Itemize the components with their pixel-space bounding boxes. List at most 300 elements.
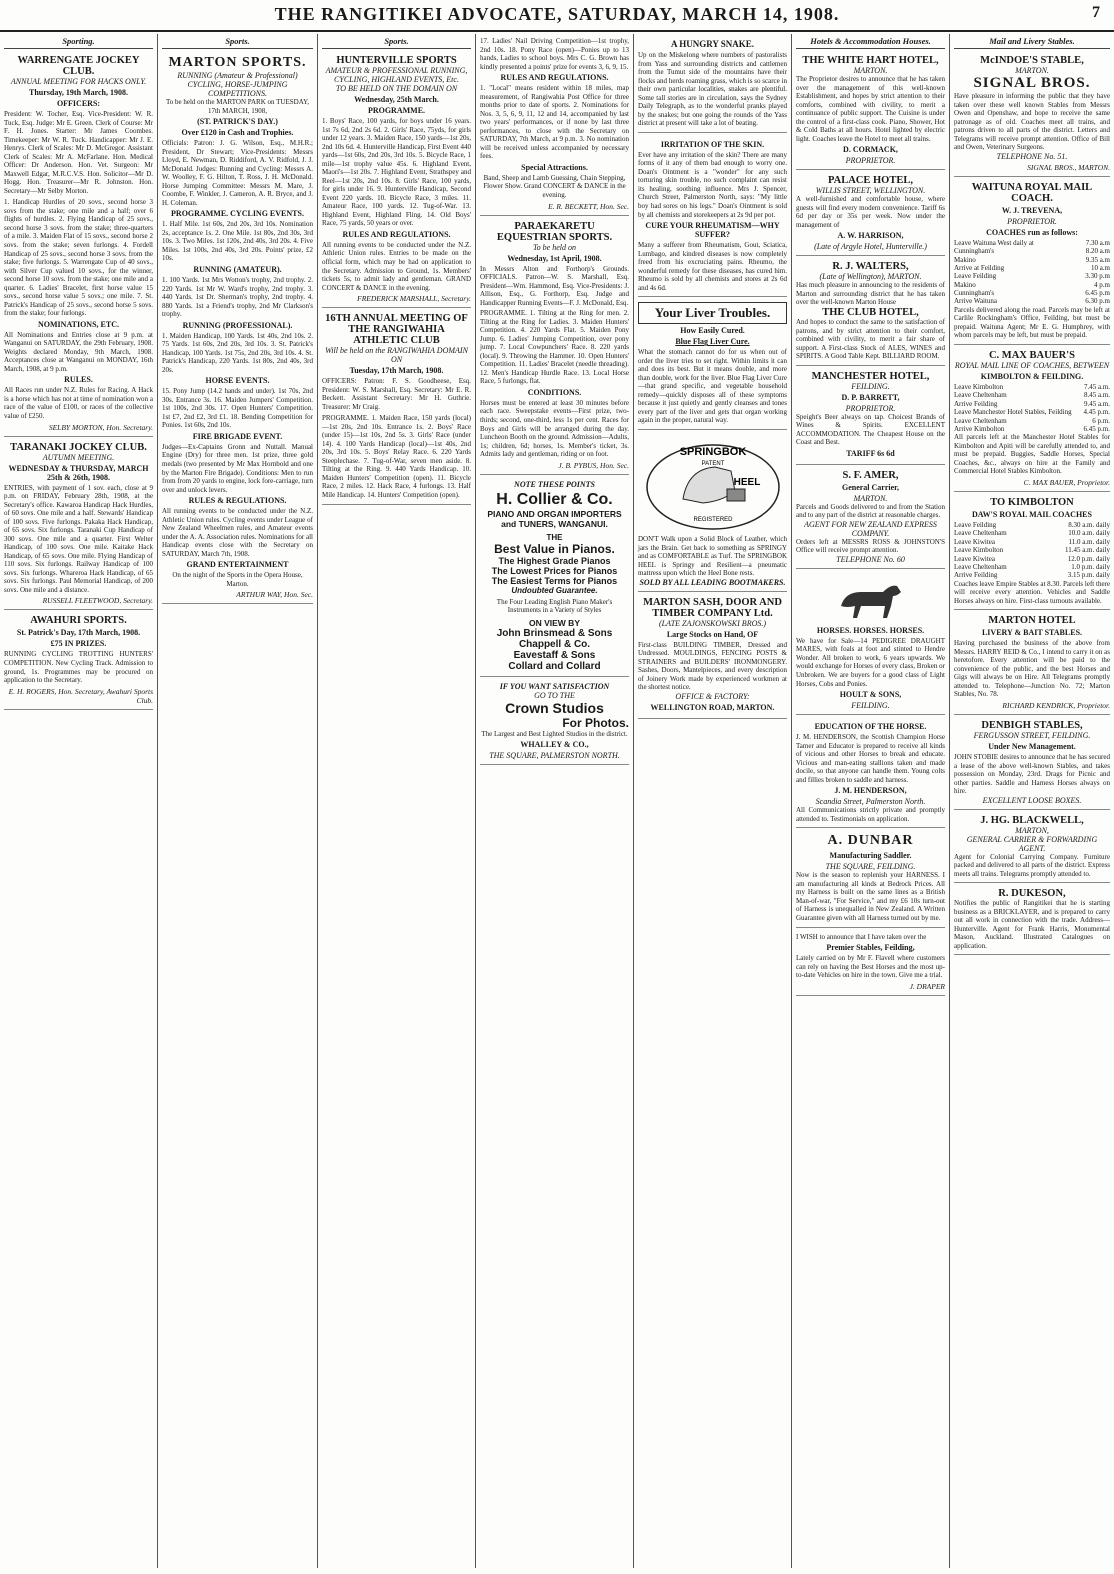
timetable-row — [954, 425, 1110, 433]
conditions-text: Horses must be entered at least 30 minutes before each race. Sweepstake events—First prize, two-thirds; second, one-third, less 1s per cent. Races for Boys and Girls will be arranged during the day. Luncheon Booth on the ground. Admission—Adults, 1s; children, 6d; horses, 1s. Member's ticket, 3s. Admits lady and gentleman, riding or on foot. — [480, 398, 629, 459]
rules-text: All running events to be conducted under the N.Z. Athletic Union rules. Cycling events under League of New Zealand Wheelmen rules, and Amateur events under the A. A. Association rules. Nominations for all Handicap events close with the Secretary on SATURDAY, March 7th, 1908. — [162, 507, 313, 558]
registered-label: REGISTERED — [692, 517, 733, 523]
ad-title: TARANAKI JOCKEY CLUB. — [10, 441, 147, 453]
place: Leave Cheltenham — [954, 391, 1007, 400]
column-3 — [318, 34, 476, 1568]
rules-text: All running events to be conducted under the N.Z. Athletic Union rules. Entries to be made on the official form, which may be had on application to the Secretary. Admission to Ground, 1s. Members' tickets 5s, to admit lady and gentleman. GRAND CONCERT & DANCE in the evening. — [322, 240, 471, 292]
ad-intro: To be held on the MARTON PARK on TUESDAY, 17th MARCH, 1908, — [165, 98, 310, 115]
advertiser: J. M. HENDERSON, — [834, 786, 907, 796]
ad-town: FEILDING. — [851, 701, 890, 711]
timetable-row — [954, 247, 1110, 255]
whalley-address: THE SQUARE, PALMERSTON NORTH. — [489, 751, 620, 761]
fire-heading: FIRE BRIGADE EVENT. — [192, 431, 283, 441]
ad-title: R. DUKESON, — [998, 888, 1066, 900]
hunterville-ad — [322, 52, 471, 308]
signature: SELBY MORTON, Hon. Secretary. — [48, 422, 153, 432]
ad-body: DON'T Walk upon a Solid Block of Leather, which jars the Brain. Get back to something as SPRINGY and as COMFORTABLE as Turf. The SPRINGBOK HEEL is Springy and Resilient—a pneumatic mattress upon which the Heel Bone rests. — [638, 535, 787, 578]
officials-text: In Messrs Alton and Forthorp's Grounds. OFFICIALS. Patron—W. S. Marshall, Esq. President—Wm. Hammond, Esq. Vice-Presidents: J. Allison, Esq., G. Forthorp, Esq. Judge and Handicapper Running Events—F. J. McDonald, Esq. — [480, 264, 629, 307]
ad-body: Lately carried on by Mr F. Flavell where customers can rely on having the Best Horses and the most up-to-date Vehicles on hire in the town. Give me a trial. — [796, 954, 945, 980]
grand-text: On the night of the Sports in the Opera House, Marton. — [172, 571, 303, 588]
ad-body: Parcels delivered along the road. Parcels may be left at Carlile Rockingham's Office, Feilding, but must be prepaid. Waituna Agent; Mr E. G. Humphrey, with whom parcels may be left, but must be prepaid. — [954, 305, 1110, 340]
ad-body: Ever have any irritation of the skin? There are many forms of it any of them bad enough to worry one. Doan's Ointment is a "wonder" for any such torturing skin trouble, no such complaint can resist its healing, soothing influence. Mrs J. Spencer, Church Street, Palmerston North, says: "My little boy had sores on his legs." Doan's Ointment is sold by all chemists and storekeepers at 2s 9d per pot. — [638, 150, 787, 219]
timetable-row — [954, 521, 1110, 529]
ad-body: ENTRIES, with payment of 1 sov. each, close at 9 p.m. on FRIDAY, February 28th, 1908, at the Secretary's office. Kawaroa Handicap Hack Hurdles, of 60 sovs. One mile and a half. Stewards' Handicap of 100 sovs. Five furlongs. Pakaka Hack Handicap, of 65 sovs. Six furlongs. Taranaki Cup Handicap of 300 sovs. One mile and a quarter. First Welter Handicap, of 100 sovs. One mile. Kaitake Hack Handicap, of 65 sovs. One mile. Flying Handicap of 110 sovs. Six furlongs. Railway Handicap of 100 sovs. Six furlongs. Whareroa Hack Handicap, of 65 sovs. Six furlongs. Paul Memorial Handicap, of 200 sovs. One mile and a distance. — [4, 483, 153, 594]
columns — [0, 34, 1114, 1568]
maker: Chappell & Co. — [518, 638, 591, 650]
ad-body: RUNNING CYCLING TROTTING HUNTERS' COMPETITION. New Cycling Track. Admission to ground, 1s. Programmes may be procured on application to the Secretary. — [4, 650, 153, 685]
ad-title: J. HG. BLACKWELL, — [980, 814, 1084, 826]
ad-body: J. M. HENDERSON, the Scottish Champion Horse Tamer and Educator is prepared to receive all kinds of vicious and other Horses to break and educate. Vicious and man-eating stallions taken and made docile, so that anyone can handle them. Young colts and fillies broken to saddle and harness. — [796, 733, 945, 784]
ad-town: MARTON. — [1015, 66, 1049, 75]
paraekaretu-ad — [480, 218, 629, 475]
ad-title: 16TH ANNUAL MEETING OF THE RANGIWAHIA ATHLETIC CLUB — [325, 313, 468, 347]
dunbar-ad — [796, 830, 945, 927]
place: Makino — [954, 280, 976, 289]
daw-ad — [954, 494, 1110, 610]
ad-subtitle: PIANO AND ORGAN IMPORTERS and TUNERS, WANGANUI. — [487, 508, 622, 529]
ad-address: WILLIS STREET, WELLINGTON. — [815, 186, 926, 196]
programme-heading: PROGRAMME. CYCLING EVENTS. — [171, 209, 304, 219]
place: Leave Kimbolton — [954, 546, 1004, 555]
proprietor-role: PROPRIETOR. — [845, 156, 896, 166]
liver-cure: Blue Flag Liver Cure. — [675, 337, 750, 347]
rheum-heading: CURE YOUR RHEUMATISM—WHY SUFFER? — [645, 221, 780, 240]
timetable-row — [954, 563, 1110, 571]
masthead — [0, 0, 1114, 32]
running-heading: RUNNING (AMATEUR). — [193, 264, 282, 274]
time: 7.30 a.m — [1085, 238, 1110, 247]
blackwell-ad — [954, 812, 1110, 884]
ad-town: MARTON, — [1015, 825, 1049, 835]
note-heading: NOTE THESE POINTS — [514, 479, 595, 489]
timetable-row — [954, 289, 1110, 297]
proprietor-role: PROPRIETOR. — [1007, 216, 1057, 226]
place: Makino — [954, 255, 976, 264]
place: Leave Feilding — [954, 520, 997, 529]
ad-body: And hopes to conduct the same to the satisfaction of patrons, and by strict attention to their comfort, combined with civility, to merit a fair share of support. A First-class Stock of ALES, WINES and SPIRITS. A Good Table Kept. BILLIARD ROOM. — [796, 317, 945, 361]
place: Cunningham's — [954, 247, 995, 256]
ad-title: AWAHURI SPORTS. — [30, 615, 127, 627]
ad-body: First-class BUILDING TIMBER, Dressed and Undressed. MOULDINGS, FENCING POSTS & STRAINERS and BUILDERS' IRONMONGERY. Sashes, Doors, Mantelpieces, and every description of Joinery Work made by experienced workmen at the shortest notice. — [638, 640, 787, 692]
fire-text: Judges—Ex-Captains Gronn and Nuttall. Manual Engine (Dry) for three men. 1st prize, three gold medals (two presented by Mr Max Hornbold and one by the Marton Fire Brigade). Conditions: Men to run from from 20 yards to engine, lock fore-carriage, turn over and unlock levers. — [162, 442, 313, 494]
rules-heading: RULES AND REGULATIONS. — [342, 229, 451, 239]
timetable-row — [954, 571, 1110, 579]
place: Leave Kimbolton — [954, 382, 1004, 391]
time: 7.45 a.m. — [1083, 382, 1110, 391]
time: 12.0 p.m. daily — [1067, 554, 1110, 563]
ad-date: Wednesday, 25th March. — [354, 95, 439, 104]
time: 8.20 a.m — [1085, 247, 1110, 256]
place: Arrive Feilding — [954, 571, 998, 580]
timetable-row — [954, 546, 1110, 554]
ad-date: Wednesday, 1st April, 1908. — [507, 253, 602, 263]
timetable-row — [954, 408, 1110, 416]
famer-ad — [796, 467, 945, 569]
horses-ad — [796, 571, 945, 715]
rangiwahia-ad — [322, 310, 471, 504]
timetable-row — [954, 538, 1110, 546]
manager-late: (Late of Argyle Hotel, Hunterville.) — [814, 242, 927, 252]
telephone: TELEPHONE No. 51. — [996, 151, 1068, 161]
rules-heading: RULES. — [64, 375, 93, 385]
ad-intro: IF YOU WANT SATISFACTION — [499, 681, 610, 691]
waituna-ad — [954, 179, 1110, 345]
signature: E. R. BECKETT, Hon. Sec. — [548, 201, 629, 211]
ad-body: What the stomach cannot do for us when out of order the liver tries to set right. Within limits it can and does its best. But it means double, and more than double, work for the liver. Blue Flag Liver Cure—that grand specific, and vegetable household remedy—quickly disposes all of these symptoms because it just quietly and gently cleanses and tones every part of the liver and gets that organ working again in the proper, natural way. — [638, 348, 787, 425]
ad-title: TO KIMBOLTON — [990, 496, 1074, 508]
ad-title: H. Collier & Co. — [496, 490, 613, 508]
springbok-ad — [638, 432, 787, 592]
rules-text: All Races run under N.Z. Rules for Racing. A Hack is a horse which has not at time of nomination won a race of the value of £100, or races of the collective value of £250. — [4, 386, 153, 420]
timetable-row — [954, 529, 1110, 537]
ad-title: THE CLUB HOTEL, — [822, 306, 919, 318]
ad-title: HUNTERVILLE SPORTS — [336, 55, 457, 66]
ad-subtitle: RUNNING (Amateur & Professional) CYCLING, HORSE-JUMPING COMPETITIONS. — [177, 71, 298, 98]
ad-date: St. Patrick's Day, 17th March, 1908. — [16, 628, 141, 638]
ad-title: MARTON SASH, DOOR AND TIMBER COMPANY Ltd. — [643, 596, 782, 619]
time: 6.45 p.m. — [1083, 424, 1110, 433]
snake-article — [638, 34, 787, 133]
time: 11.45 a.m. daily — [1064, 546, 1110, 555]
place: Leave Waituna West daily at — [954, 238, 1034, 247]
officers-heading: OFFICERS: — [56, 99, 101, 108]
time: 6.30 p.m — [1085, 297, 1110, 306]
signature: FREDERICK MARSHALL, Secretary. — [357, 294, 471, 304]
ad-prize: Over £120 in Cash and Trophies. — [181, 128, 294, 138]
manager: A. W. HARRISON, — [837, 231, 904, 241]
ad-title: HORSES. HORSES. HORSES. — [816, 625, 925, 635]
liver-cured: How Easily Cured. — [680, 326, 745, 336]
signature: RUSSELL FLEETWOOD, Secretary. — [42, 596, 153, 606]
ladies-text: 17. Ladies' Nail Driving Competition—1st trophy, 2nd 10s. 18. Pony Race (open)—Ponies up to 13 hands, Ladies to school boys. Mrs C. G. Brown has kindly presented a points' prize for events 3, 6, 9, 15. — [480, 37, 629, 71]
coaches-heading: COACHES run as follows: — [986, 227, 1078, 237]
for-photos: For Photos. — [562, 715, 629, 730]
ad-intro: Has much pleasure in announcing to the residents of Marton and surrounding district that he has taken over the well-known Marton House — [796, 281, 945, 307]
signature: J. B. PYBUS, Hon. Sec. — [558, 460, 629, 470]
proprietor-role: PROPRIETOR. — [845, 403, 896, 413]
ad-body: A well-furnished and comfortable house, where guests will find every modern convenience. Tariff 6s 6d per day or 35s per week. Now under the management of — [796, 195, 945, 229]
timetable-row — [954, 264, 1110, 272]
maker: Eavestaff & Sons — [513, 649, 596, 661]
programme-heading: PROGRAMME. — [367, 106, 426, 115]
ad-town: FEILDING. — [851, 381, 890, 391]
marton-hotel-ad — [954, 612, 1110, 715]
time: 3.30 p.m — [1085, 272, 1110, 281]
rules-heading: RULES & REGULATIONS. — [188, 496, 287, 506]
tariff: TARIFF 6s 6d — [846, 448, 895, 458]
ad-subtitle: LIVERY & BAIT STABLES. — [981, 628, 1083, 638]
telephone: TELEPHONE No. 60 — [836, 554, 905, 564]
time: 9.35 a.m — [1085, 255, 1110, 264]
signature: C. MAX BAUER, Proprietor. — [1023, 477, 1110, 487]
ad-title: Your Liver Troubles. — [638, 302, 787, 324]
signature: ARTHUR WAY, Hon. Sec. — [236, 590, 313, 600]
ad-address: THE SQUARE, FEILDING. — [825, 862, 916, 872]
whalley: WHALLEY & CO., — [520, 740, 589, 750]
horse-illustration — [831, 578, 911, 622]
time: 8.30 a.m. daily — [1068, 520, 1110, 529]
newspaper-title: THE RANGITIKEI ADVOCATE, SATURDAY, MARCH 14, 1908. — [274, 4, 840, 24]
ad-role: Manufacturing Saddler. — [829, 851, 912, 861]
pro-text: 1. Maiden Handicap, 100 Yards. 1st 40s, 2nd 10s. 2. 75 Yards. 1st 60s, 2nd 20s, 3rd 10s. 3. St. Patrick's Handicap, 100 Yards. 1st 75s, 2nd 20s, 3rd 10s. 4. St. Patrick's Handicap, 220 Yards. 1st 80s, 2nd 40s, 3rd 20s. — [162, 331, 313, 374]
grand-heading: GRAND ENTERTAINMENT — [186, 560, 289, 570]
ad-body: Now is the season to replenish your HARNESS. I am manufacturing all kinds at Bedrock Prices. All my Harness is built on the same lines as a British Man-of-war, "For Service," and my £6 10s turn-out of Harness is unequalled in New Zealand. A Written Guarantee given with all Harness turned out by me. — [796, 871, 945, 922]
page-number: 7 — [1092, 4, 1100, 21]
programme-text: 1. Boys' Race, 100 yards, for boys under 16 years. 1st 7s 6d, 2nd 2s 6d. 2. Girls' Race, 75yds, for girls under 12 years. 3. Maiden Race, 150 yards—1st 20s, 2nd 10s 6d. 4. Hunterville Handicap, First Event 440 yards—1st 60s, 2nd 20s, 3rd 10s. 5. Bicycle Race, 1 mile—1st trophy value 45s. 6. Highland Event, Maori's—1st 20s. 7. Highland Event, Strathspey and Reel—1st 20s, 2nd 10s. 8. Girls' Race, 100 yards, for girls under 16. 9. Hunterville Handicap, Second Event 220 yards. 10. Bicycle Race, 3 miles. 11. Amateur Race, 100 yards. 12. Tug-of-War. 13. Highland Event, Highland Fling. 14. Old Boys' Race, 75 yards, 50 years or over. — [322, 117, 471, 228]
special-text: Band, Sheep and Lamb Guessing, Chain Stepping, Flower Show. Grand CONCERT & DANCE in the evening. — [483, 173, 626, 199]
signature: J. DRAPER — [909, 981, 945, 991]
sash-late: (LATE ZAJONSKOWSKI BROS.) — [658, 618, 767, 628]
races-text: 1. Handicap Hurdles of 20 sovs., second horse 3 sovs from the stake; one mile and a half; over 6 flights of hurdles. 2. Flying Handicap of 25 sovs., second horse 3 sovs. from the stake; three-quarters of a mile. 3. Maiden Flat of 15 sovs., second horse 2 sovs. from the stake; seven furlongs. 4. Fordell Handicap of 25 sovs., second horse 3 sovs. from the stake; five furlongs. 5. Warrengate Cup of 40 sovs., with Silver Cup valued 10 sovs., for the winner, second horse 10 sovs. from the stake; one mile and a quarter. 6. Ladies' Bracelet, first horse value 15 sovs., second horse value 5 sovs.; one mile. 7. St. Patrick's Handicap of 25 sovs., second horse 5 sovs. from the stake; four furlongs. — [4, 198, 153, 318]
ad-title: Premier Stables, Feilding, — [826, 943, 915, 953]
orders: Orders left at MESSRS ROSS & JOHNSTON'S Office will receive prompt attention. — [796, 537, 945, 555]
ad-title: PALACE HOTEL, — [828, 175, 913, 187]
guarantee: Undoubted Guarantee. — [511, 585, 598, 595]
place: Leave Kiwitea — [954, 554, 996, 563]
agent: AGENT FOR NEW ZEALAND EXPRESS COMPANY. — [804, 519, 937, 538]
premier-stables-ad — [796, 930, 945, 996]
timetable-row — [954, 256, 1110, 264]
place: Leave Cheltenham — [954, 562, 1007, 571]
timetable-row — [954, 391, 1110, 399]
section-heading: Hotels & Accommodation Houses. — [796, 34, 945, 49]
proprietor: W. J. TREVENA, — [1001, 205, 1063, 215]
place: Leave Manchester Hotel Stables, Feilding — [954, 408, 1072, 417]
proprietor: D. CORMACK, — [843, 145, 898, 155]
daw-timetable — [954, 521, 1110, 580]
section-heading: Sports. — [162, 34, 313, 49]
place: Leave Cheltenham — [954, 529, 1007, 538]
ad-subtitle: DAW'S ROYAL MAIL COACHES — [972, 509, 1092, 519]
bauer-ad — [954, 347, 1110, 492]
column-1 — [0, 34, 158, 1568]
column-6 — [792, 34, 950, 1568]
place: Arrive Feilding — [954, 399, 998, 408]
ad-title: Crown Studios — [505, 699, 604, 716]
ad-title: C. MAX BAUER'S — [988, 349, 1076, 361]
ad-title: MARTON HOTEL — [988, 615, 1076, 627]
highest-grade: The Highest Grade Pianos — [498, 555, 611, 566]
article-body: Up on the Miskelong where numbers of pastoralists from Yass and surrounding districts and cattlemen from the Tumut side of the mountains have their flocks and herds roaming grass, which is so scarce in their own particular localities, snakes are plentiful. Some tall stories are in circulation, says the Sydney Daily Telegraph, as to the wonderful pranks played by the snakes; but one going the rounds of the Yass district at present will take a lot of beating. — [638, 51, 787, 128]
ad-body: JOHN STOBIE desires to announce that he has secured a lease of the above well-known Stables, and takes possession on Monday, 23rd. Drags for Picnic and other parties. Saddle and Harness Horses always on hire. — [954, 753, 1110, 796]
ad-body: Parcels and Goods delivered to and from the Station and to any part of the district at reasonable charges. — [796, 502, 945, 520]
rangiwahia-continued — [480, 34, 629, 216]
timetable-row — [954, 555, 1110, 563]
rules-heading: RULES AND REGULATIONS. — [500, 73, 609, 83]
place: Leave Kiwitea — [954, 537, 996, 546]
maker: Collard and Collard — [508, 660, 601, 672]
conditions-heading: CONDITIONS. — [527, 387, 582, 397]
awahuri-ad — [4, 612, 153, 709]
ad-title: WAITUNA ROYAL MAIL COACH. — [971, 181, 1093, 204]
ad-held: TO BE HELD ON THE DOMAIN ON — [335, 84, 458, 93]
timetable-row — [954, 400, 1110, 408]
time: 8.45 a.m. — [1083, 391, 1110, 400]
officers-text: President: W. Tocher, Esq. Vice-President: W. R. Tuck, Esq. Judge: Mr E. Green. Clerk of Course: Mr F. H. Jones. Starter: Mr James Coombes. Timekeeper: Mr W. R. Tuck. Handicapper: Mr J. E. Henrys. Clerk of Scales: Mr D. McGregor. Assistant Clerk of Scales: Mr A. McFarlane. Hon. Medical Officer: Dr Anderson. Hon. Vet. Surgeon: Mr Maxwell Edgar, M.R.C.V.S. Hon. Solicitor—Mr D. Hogg. Hon. Treasurer—Mr R. Johnston. Hon. Secretary—Mr Selby Morton. — [4, 110, 153, 195]
nominations-heading: NOMINATIONS, ETC. — [38, 319, 119, 329]
taranaki-ad — [4, 439, 153, 611]
time: 4.45 p.m. — [1083, 408, 1110, 417]
ad-title: A. DUNBAR — [827, 833, 914, 849]
four-leading: The Four Leading English Piano Maker's Instruments in a Variety of Styles — [496, 597, 613, 615]
section-heading: Mail and Livery Stables. — [954, 34, 1110, 49]
time: 9.45 a.m. — [1083, 399, 1110, 408]
ad-subtitle: ANNUAL MEETING FOR HACKS ONLY. — [10, 77, 147, 86]
ad-address: Scandia Street, Palmerston North. — [815, 797, 926, 807]
time: 6.45 p.m — [1085, 289, 1110, 298]
sash-stocks: Large Stocks on Hand, OF — [666, 629, 759, 639]
heel-label: HEEL — [733, 477, 760, 488]
timetable-row — [954, 272, 1110, 280]
timetable-row — [954, 297, 1110, 305]
place: Arrive at Feilding — [954, 263, 1005, 272]
ad-title: MARTON SPORTS. — [168, 55, 307, 70]
sash-address: WELLINGTON ROAD, MARTON. — [650, 702, 775, 712]
ad-body: Notifies the public of Rangitikei that he is starting business as a BRICKLAYER, and is prepared to carry out all work in connection with the trade. Address—Hunterville. Agent for Frank Harris, Monumental Mason, Auckland. Illustrated Catalogues on application. — [954, 899, 1110, 950]
ad-body: The Proprietor desires to announce that he has taken over the management of this well-known Establishment, and hopes by strict attention to their comforts, combined with civility, to merit a continuance of public support. The Cuisine is under the control of a first-class cook. Piano, Shower, Hot & Cold Baths at all hours. Hotel lighted by electric light. Coaches leave the Hotel to meet all trains. — [796, 75, 945, 143]
place: Arrive Waituna — [954, 297, 998, 306]
timetable-row — [954, 417, 1110, 425]
waituna-timetable — [954, 239, 1110, 306]
ad-date: Tuesday, 17th March, 1908. — [349, 366, 444, 376]
denbigh-ad — [954, 717, 1110, 810]
programme-text: PROGRAMME. 1. Tilting at the Ring for men. 2. Tilting at the Ring for Ladies. 3. Maiden Hunters' Competition. 4. 220 Yards Flat. 5. Maiden Pony Jump. 6. Ladies' Jumping Competition, over pony jump. 7. Local Cowpunchers' Race. 8. 220 yards (local). 9. Throwing the Hammer. 10. Open Hunters' Competition. 11. Ladies' Bracelet (needle threading). 12. Men's Handicap Hurdle Race. 13. Local Horse Race, 5 furlongs, flat. — [480, 309, 629, 386]
horse-text: 15. Pony Jump (14.2 hands and under). 1st 70s, 2nd 30s. Entrance 3s. 16. Maiden Jumpers' Competition. 1st 100s, 2nd 30s. 17. Open Hunters' Competition. 1st £7, 2nd £2, 3rd £1. 18. Bending Competition for Ponies. 1st 60s, 2nd 10s. — [162, 387, 313, 430]
column-5 — [634, 34, 792, 1568]
ad-town: MARTON. — [853, 66, 888, 75]
time: 11.0 a.m. daily — [1068, 537, 1110, 546]
crown-studios-ad — [480, 679, 629, 766]
doans-ad — [638, 135, 787, 297]
ad-body: Have pleasure in informing the public that they have taken over these well known Stables from Messrs Owen and Openshaw, and hope to receive the same patronage as of old. Coaches meet all trains, and patrons driven to all parts of the district. Letters and Telegrams will receive prompt attention. Office of Bill and Owen, Veterinary Surgeons. — [954, 92, 1110, 152]
column-4 — [476, 34, 634, 1568]
ad-body: Having purchased the business of the above from Messrs. HARRY REID & Co., I intend to carry it on as heretofore. Every attention will be paid to the convenience of the public, and the best Horses and Gigs will always be on Hire. All Telegrams promptly attended to. Telephone—Junction No. 72; Marton Stables, No. 78. — [954, 639, 1110, 699]
ad-body: We have for Sale—14 PEDIGREE DRAUGHT MARES, with foals at foot and stinted to Hendre Wonder. All broken to work, 6 years upwards. We would exchange for Horses of every class, Broken or Unbroken. We are buyers for a good class of Light Horses, Cobs and Ponies. — [796, 636, 945, 688]
rheum-text: Many a sufferer from Rheumatism, Gout, Sciatica, Lumbago, and kindred diseases is now completely freed from his excruciating pains. Rheumo, the wonderful remedy for these diseases, has cured him. Rheumo is sold by all chemists and stores at 2s 6d and 4s 6d. — [638, 241, 787, 292]
club-hotel-ad — [796, 258, 945, 365]
advertiser: HOULT & SONS, — [839, 690, 902, 700]
go-to: GO TO THE — [534, 690, 575, 700]
ad-title: MANCHESTER HOTEL, — [811, 370, 930, 382]
ad-title: WARRENGATE JOCKEY CLUB. — [17, 55, 140, 77]
timetable-row — [954, 281, 1110, 289]
dukeson-ad — [954, 885, 1110, 955]
pro-heading: RUNNING (PROFESSIONAL). — [182, 320, 293, 330]
ad-title: PARAEKARETU EQUESTRIAN SPORTS. — [496, 220, 613, 243]
ad-role: General Carrier, — [841, 482, 899, 492]
ad-title: DENBIGH STABLES, — [981, 720, 1083, 732]
time: 6 p.m. — [1092, 416, 1110, 425]
timetable-row — [954, 383, 1110, 391]
section-heading: Sports. — [322, 34, 471, 49]
time: 1.0 p.m. daily — [1071, 562, 1110, 571]
signature: RICHARD KENDRICK, Proprietor. — [1002, 701, 1110, 711]
white-hart-ad — [796, 52, 945, 170]
time: 10.0 a.m. daily — [1068, 529, 1110, 538]
time: 4 p.m — [1094, 280, 1110, 289]
ad-subtitle: AMATEUR & PROFESSIONAL RUNNING, CYCLING, HIGHLAND EVENTS, Etc. — [325, 66, 468, 84]
liver-ad — [638, 299, 787, 430]
timetable-row — [954, 239, 1110, 247]
palace-hotel-ad — [796, 172, 945, 256]
maker: John Brinsmead & Sons — [496, 627, 613, 639]
bauer-timetable — [954, 383, 1110, 433]
marton-sash-ad — [638, 594, 787, 719]
best-value: Best Value in Pianos. — [494, 541, 615, 556]
ad-body: The Largest and Best Lighted Studios in the district. — [481, 729, 628, 738]
officials-text: Officials: Patron: J. G. Wilson, Esq., M.H.R.; President, Dr Stewart; Vice-Presidents: Messrs Lloyd, E. Newman, D. Riddiford, A. V. Ridfold, J. J. McDonald. Judges: Running and Cycling: Messrs A. W. Woolley, F. G. Hilton, T. Ross, J. H. McDonald. Horse Jumping Committee: Messrs M. Mare, J. Coombe, F. Winkler, J. Cameron, A. R. Bryce, and J. H. Coleman. — [162, 139, 313, 207]
place: Leave Cheltenham — [954, 416, 1007, 425]
ad-day: (ST. PATRICK'S DAY.) — [197, 117, 278, 127]
column-7 — [950, 34, 1114, 1568]
time: 10 a.m — [1090, 263, 1110, 272]
proprietor: R. J. WALTERS, — [832, 261, 909, 273]
place: Cunningham's — [954, 289, 995, 298]
signal-title: SIGNAL BROS. — [973, 75, 1091, 91]
loose-boxes: EXCELLENT LOOSE BOXES. — [982, 795, 1082, 805]
officers-text: OFFICERS: Patron: F. S. Goodheese, Esq. President: W. S. Marshall, Esq. Secretary: Mr E. R. Beckett. Assistant Secretary: Mr H. Guthrie. Treasurer: Mr Craig. — [322, 377, 471, 411]
column-2 — [158, 34, 318, 1568]
time: 3.15 p.m. daily — [1067, 571, 1110, 580]
proprietor: D. P. BARRETT, — [841, 392, 900, 402]
signature: E. H. ROGERS, Hon. Secretary, Awahuri Sports Club. — [8, 686, 153, 705]
ad-address: FERGUSSON STREET, FEILDING. — [973, 731, 1091, 741]
ad-note: All Communications strictly private and promptly attended to. Testimonials on application. — [796, 806, 945, 823]
collier-ad — [480, 477, 629, 677]
ad-subtitle: ROYAL MAIL LINE OF COACHES, BETWEEN — [954, 360, 1110, 370]
ad-subtitle: AUTUMN MEETING. — [42, 452, 115, 462]
programme-text: 1. Half Mile. 1st 60s, 2nd 20s, 3rd 10s. Nomination 2s, acceptance 1s. 2. One Mile. 1st 80s, 2nd 30s, 3rd 10s. 3. Two Miles. 1st 120s, 2nd 40s, 3rd 20s. 4. Five Miles. 1st 100s, 2nd 40s, 3rd 20s. Points' prize, £2 10s. — [162, 220, 313, 263]
section-heading: Sporting. — [4, 34, 153, 49]
nominations-text: All Nominations and Entries close at 9 p.m. at Wanganui on SATURDAY, the 29th February, 1908. Weights declared Monday, 9th March, 1908. Acceptances close at Wanganui on MONDAY, 16th March, 1908, at 9 p.m. — [4, 330, 153, 373]
rules-text: 1. "Local" means resident within 18 miles, map measurement, of Rangiwahia Post Office for three months prior to date of sports. 2. Nominations for Nos. 3, 5, 6, 9, 11, 12 and 14, accompanied by last two years' performances, or if none by last three performances, to close with the Secretary on SATURDAY, 7th March, at 9 p.m. 3. No nomination will be received unless accompanied by necessary fees. — [480, 84, 629, 161]
special-heading: Special Attractions. — [521, 162, 588, 172]
article-title: A HUNGRY SNAKE. — [670, 39, 755, 49]
ad-role: GENERAL CARRIER & FORWARDING AGENT. — [966, 834, 1098, 853]
ad-prizes: £75 IN PRIZES. — [50, 639, 107, 649]
lowest-prices: The Lowest Prices for Pianos — [491, 565, 618, 576]
ad-held: Will be held on the RANGIWAHIA DOMAIN ON — [325, 346, 468, 365]
marton-sports-ad — [162, 52, 313, 604]
place: Arrive Kimbolton — [954, 424, 1005, 433]
patent-label: PATENT — [701, 461, 724, 467]
ad-title: THE WHITE HART HOTEL, — [802, 55, 939, 66]
ad-held: To be held on — [532, 242, 577, 252]
ad-date: WEDNESDAY & THURSDAY, MARCH 25th & 26th, 1908. — [8, 463, 149, 482]
mcindoe-ad — [954, 52, 1110, 177]
management: Under New Management. — [988, 742, 1076, 752]
horse-heading: HORSE EVENTS. — [205, 376, 270, 386]
place: Leave Feilding — [954, 272, 997, 281]
warrengate-ad — [4, 52, 153, 437]
sash-office: OFFICE & FACTORY: — [675, 691, 750, 701]
ad-body: Coaches leave Empire Stables at 8.30. Parcels left there will receive every attention. Vehicles and Saddle Horses always on hire. First-class turnouts available. — [954, 579, 1110, 605]
springbok-label: SPRINGBOK — [679, 446, 746, 458]
proprietor-late: (Late of Wellington), MARTON. — [819, 272, 922, 282]
ad-title: EDUCATION OF THE HORSE. — [814, 722, 927, 732]
education-horse-ad — [796, 717, 945, 828]
ad-title: McINDOE'S STABLE, — [980, 55, 1084, 66]
ad-title: S. F. AMER, — [842, 469, 899, 481]
ad-title: IRRITATION OF THE SKIN. — [660, 139, 765, 149]
route: KIMBOLTON & FEILDING. — [980, 371, 1084, 381]
signature: SIGNAL BROS., MARTON. — [1027, 162, 1110, 172]
running-text: 1. 100 Yards. 1st Mrs Wotton's trophy, 2nd trophy. 2. 220 Yards. 1st Mr W. Ward's trophy, 2nd trophy. 3. 440 Yards. 1st Dr. Sherman's trophy, 2nd trophy. 4. 880 Yards. 1st a Friend's trophy, 2nd Mr Clarkson's trophy. — [162, 275, 313, 319]
the-label: THE — [546, 532, 563, 542]
ad-date: Thursday, 19th March, 1908. — [29, 88, 128, 97]
ad-town: MARTON. — [853, 493, 888, 503]
on-view: ON VIEW BY — [528, 617, 580, 628]
